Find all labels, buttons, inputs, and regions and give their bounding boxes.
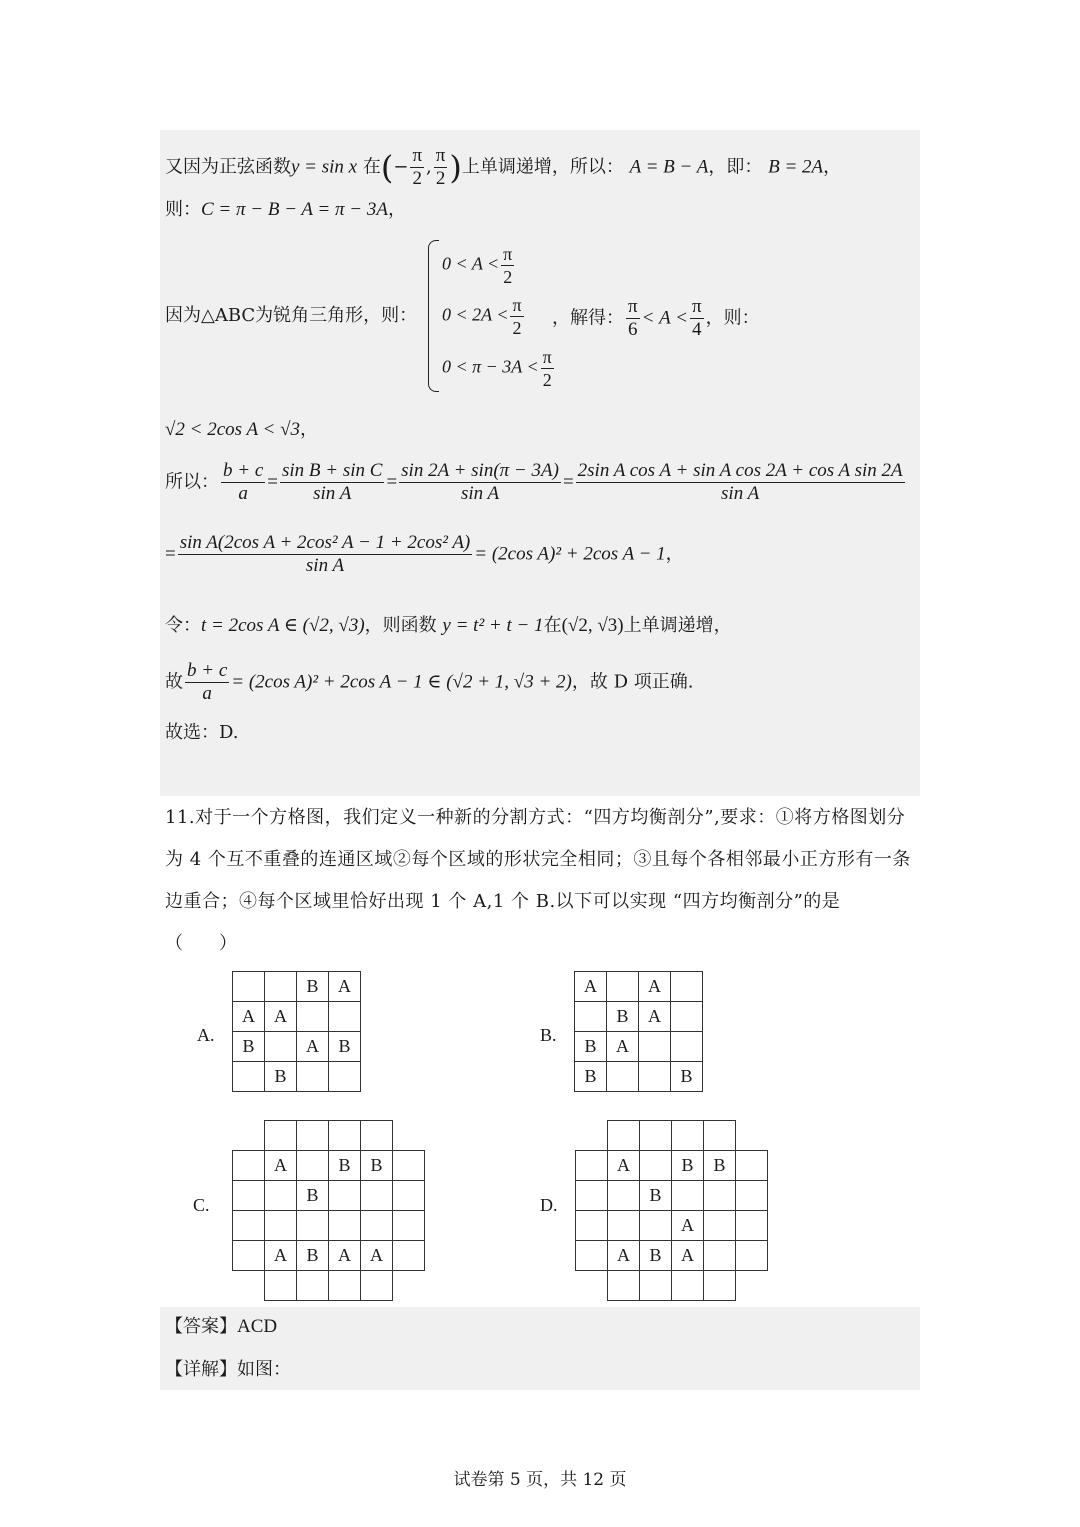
option-a-label: A. <box>197 1025 215 1045</box>
grid-cell: A <box>672 1241 704 1271</box>
grid-gap <box>393 1121 425 1151</box>
grid-cell: B <box>329 1151 361 1181</box>
grid-cell: A <box>672 1211 704 1241</box>
grid-cell <box>297 1211 329 1241</box>
grid-cell: A <box>608 1151 640 1181</box>
grid-cell <box>608 1271 640 1301</box>
grid-cell <box>640 1121 672 1151</box>
grid-cell <box>607 1062 639 1092</box>
grid-cell: B <box>361 1151 393 1181</box>
grid-cell <box>233 1241 265 1271</box>
grid-cell <box>297 1271 329 1301</box>
grid-cell: B <box>265 1062 297 1092</box>
grid-cell <box>639 1032 671 1062</box>
grid-cell <box>297 1062 329 1092</box>
grid-cell <box>736 1241 768 1271</box>
grid-cell <box>672 1271 704 1301</box>
grid-cell: B <box>672 1151 704 1181</box>
option-d-label: D. <box>540 1195 558 1215</box>
grid-cell: A <box>361 1241 393 1271</box>
grid-cell: B <box>607 1002 639 1032</box>
grid-cell <box>576 1211 608 1241</box>
grid-cell: A <box>329 972 361 1002</box>
grid-cell <box>297 1151 329 1181</box>
grid-cell <box>608 1211 640 1241</box>
grid-cell <box>265 972 297 1002</box>
grid-cell <box>672 1181 704 1211</box>
solution-line-1: 又因为正弦函数y = sin x 在(− $\frac{\pi}{2}$ , $\frac{\pi}{2}$ )上单调递增，所以： A = B − A，即： B = 2A， <box>165 145 842 189</box>
grid-cell <box>672 1121 704 1151</box>
option-b-label: B. <box>540 1025 557 1045</box>
grid-cell: A <box>607 1032 639 1062</box>
grid-cell <box>576 1241 608 1271</box>
grid-cell: B <box>575 1032 607 1062</box>
grid-cell <box>265 1211 297 1241</box>
grid-cell: B <box>297 1181 329 1211</box>
grid-cell: A <box>265 1002 297 1032</box>
question-blank: （ ） <box>165 933 237 954</box>
grid-gap <box>233 1121 265 1151</box>
grid-cell <box>233 1181 265 1211</box>
grid-cell <box>576 1181 608 1211</box>
question-text: 11.对于一个方格图，我们定义一种新的分割方式：“四方均衡剖分”,要求：①将方格图划分为 4 个互不重叠的连通区域②每个区域的形状完全相同；③且每个各相邻最小正方形有一条边重合；④每个区域里恰好出现 1 个 A,1 个 B.以下可以实现 “四方均衡剖分”的是 <box>165 807 911 912</box>
grid-cell <box>393 1211 425 1241</box>
solution-line-8: 故 $\frac{b + c}{a}$ = (2cos A)² + 2cos A − 1 ∈ (√2 + 1, √3 + 2)，故 D 项正确. <box>165 660 694 704</box>
grid-cell: A <box>639 1002 671 1032</box>
grid-cell: A <box>575 972 607 1002</box>
grid-cell <box>393 1181 425 1211</box>
grid-cell: A <box>233 1002 265 1032</box>
grid-table <box>232 1120 425 1301</box>
grid-cell: B <box>640 1181 672 1211</box>
page-footer: 试卷第 5 页，共 12 页 <box>453 1470 627 1490</box>
grid-cell <box>233 1062 265 1092</box>
answer-line: 【答案】ACD <box>165 1316 278 1337</box>
system-brace <box>428 240 439 392</box>
grid-cell <box>297 1121 329 1151</box>
grid-cell <box>393 1241 425 1271</box>
option-c-label: C. <box>193 1195 210 1215</box>
solution-line-3-solve: ，解得： $\frac{\pi}{6}$ < A < $\frac{\pi}{4}$ ，则： <box>552 296 760 340</box>
grid-cell <box>329 1211 361 1241</box>
detail-line: 【详解】如图： <box>165 1359 291 1380</box>
grid-cell <box>608 1121 640 1151</box>
grid-cell: B <box>671 1062 703 1092</box>
grid-cell <box>361 1121 393 1151</box>
grid-cell <box>393 1151 425 1181</box>
grid-cell: B <box>575 1062 607 1092</box>
grid-cell: A <box>608 1241 640 1271</box>
grid-cell <box>361 1271 393 1301</box>
grid-cell: B <box>297 972 329 1002</box>
grid-cell: B <box>297 1241 329 1271</box>
grid-cell: B <box>233 1032 265 1062</box>
grid-cell: A <box>265 1241 297 1271</box>
grid-cell <box>329 1121 361 1151</box>
option-b-grid <box>574 971 703 1092</box>
grid-cell <box>704 1211 736 1241</box>
grid-cell <box>233 972 265 1002</box>
option-c-grid <box>232 1120 425 1301</box>
grid-gap <box>233 1271 265 1301</box>
grid-cell: B <box>640 1241 672 1271</box>
grid-cell <box>671 1002 703 1032</box>
grid-cell <box>671 1032 703 1062</box>
grid-cell <box>265 1032 297 1062</box>
grid-cell <box>233 1151 265 1181</box>
grid-cell: B <box>329 1032 361 1062</box>
grid-cell <box>704 1271 736 1301</box>
grid-cell: A <box>297 1032 329 1062</box>
system-row-2: 0 < 2A < $\frac{\pi}{2}$ <box>442 295 522 338</box>
grid-cell <box>736 1181 768 1211</box>
grid-cell <box>233 1211 265 1241</box>
solution-line-6: = $\frac{\text{sin A(2cos A + 2cos² A − 1 + 2cos² A)}}{\text{sin A}}$ = (2cos A)² + 2cos A − 1， <box>165 532 684 576</box>
grid-cell <box>736 1151 768 1181</box>
grid-cell <box>265 1271 297 1301</box>
grid-cell <box>361 1181 393 1211</box>
grid-gap <box>576 1121 608 1151</box>
grid-cell <box>640 1151 672 1181</box>
grid-gap <box>736 1271 768 1301</box>
grid-gap <box>576 1271 608 1301</box>
grid-cell <box>639 1062 671 1092</box>
grid-cell: A <box>265 1151 297 1181</box>
grid-cell <box>704 1121 736 1151</box>
grid-cell: B <box>704 1151 736 1181</box>
grid-cell <box>329 1002 361 1032</box>
grid-cell <box>329 1181 361 1211</box>
solution-line-7: 令：t = 2cos A ∈ (√2, √3)，则函数 y = t² + t − 1在(√2, √3)上单调递增， <box>165 615 732 636</box>
solution-line-4: √2 < 2cos A < √3， <box>165 419 318 440</box>
grid-table <box>575 1120 768 1301</box>
grid-cell <box>640 1271 672 1301</box>
solution-line-2: 则：C = π − B − A = π − 3A， <box>165 199 406 220</box>
grid-table <box>232 971 361 1092</box>
grid-cell <box>329 1062 361 1092</box>
grid-cell <box>576 1151 608 1181</box>
grid-cell <box>640 1211 672 1241</box>
solution-line-3-prefix: 因为△ABC为锐角三角形，则： <box>165 305 418 326</box>
grid-cell <box>607 972 639 1002</box>
system-row-3: 0 < π − 3A < $\frac{\pi}{2}$ <box>442 347 552 390</box>
grid-cell: A <box>329 1241 361 1271</box>
grid-cell <box>265 1121 297 1151</box>
solution-conclusion: 故选：D. <box>165 722 239 743</box>
grid-cell <box>608 1181 640 1211</box>
solution-line-5: 所以： $\frac{b + c}{a}$ = $\frac{\text{sin B + sin C}}{\text{sin A}}$ = $\frac{\sin 2A + \sin(\pi - 3A)}{\text{sin A}}$ = $\frac{\text{2sin A cos A + sin A cos 2A + cos A sin 2A}}{\text{sin A}}$ <box>165 460 903 504</box>
grid-table <box>574 971 703 1092</box>
grid-cell <box>265 1181 297 1211</box>
grid-cell <box>575 1002 607 1032</box>
grid-cell <box>704 1181 736 1211</box>
grid-cell <box>736 1211 768 1241</box>
grid-cell <box>361 1211 393 1241</box>
grid-gap <box>736 1121 768 1151</box>
grid-cell: A <box>639 972 671 1002</box>
grid-cell <box>704 1241 736 1271</box>
grid-cell <box>671 972 703 1002</box>
grid-cell <box>329 1271 361 1301</box>
system-row-1: 0 < A < $\frac{\pi}{2}$ <box>442 244 513 287</box>
grid-cell <box>297 1002 329 1032</box>
option-d-grid <box>575 1120 768 1301</box>
grid-gap <box>393 1271 425 1301</box>
option-a-grid <box>232 971 361 1092</box>
